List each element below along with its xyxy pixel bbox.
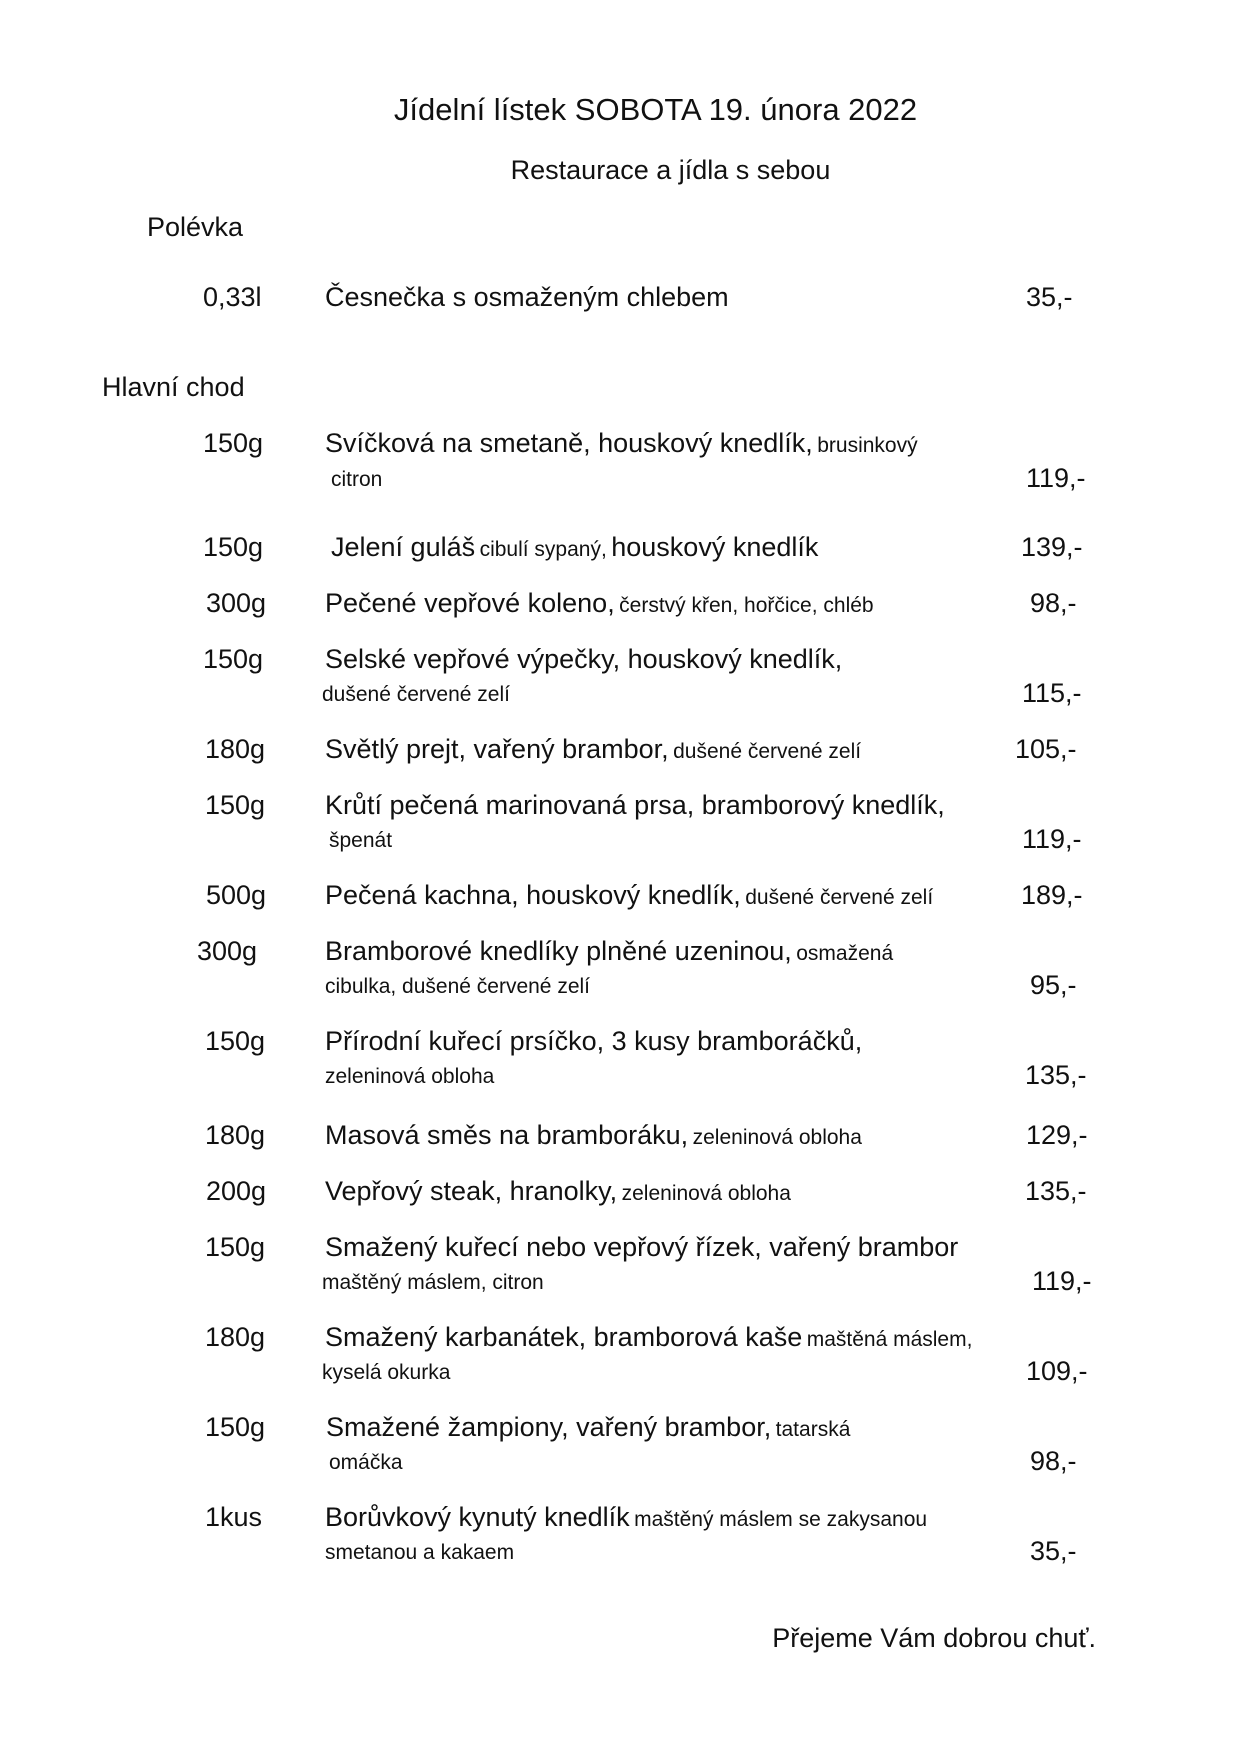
item-side-line2: smetanou a kakaem bbox=[325, 1541, 515, 1564]
item-side: tatarská bbox=[775, 1418, 851, 1441]
item-side: brusinkový bbox=[817, 434, 918, 457]
item-quantity: 150g bbox=[203, 532, 264, 562]
item-price: 98,- bbox=[1030, 1446, 1077, 1476]
item-quantity: 180g bbox=[205, 734, 266, 764]
item-name: Pečená kachna, houskový knedlík, bbox=[325, 880, 741, 910]
item-side: zeleninová obloha bbox=[621, 1182, 791, 1205]
item-name: Masová směs na bramboráku, bbox=[325, 1120, 689, 1150]
item-side: dušené červené zelí bbox=[673, 740, 862, 763]
item-side: zeleninová obloha bbox=[692, 1126, 862, 1149]
item-name: Krůtí pečená marinovaná prsa, bramborový knedlík, bbox=[325, 790, 945, 820]
item-name: Bramborové knedlíky plněné uzeninou, bbox=[325, 936, 792, 966]
item-price: 35,- bbox=[1030, 1536, 1077, 1566]
item-description bbox=[325, 1502, 927, 1533]
item-price: 139,- bbox=[1021, 532, 1083, 562]
item-price: 119,- bbox=[1032, 1266, 1092, 1296]
item-side: cibulí sypaný, bbox=[479, 538, 607, 561]
item-quantity: 300g bbox=[206, 588, 267, 618]
item-side: osmažená bbox=[796, 942, 894, 965]
item-description bbox=[325, 1322, 972, 1353]
item-description bbox=[325, 428, 918, 459]
item-name: Jelení guláš bbox=[331, 532, 476, 562]
item-quantity: 150g bbox=[205, 1412, 266, 1442]
menu-title-text: Jídelní lístek SOBOTA 19. února 2022 bbox=[393, 92, 918, 127]
section-heading-main: Hlavní chod bbox=[102, 372, 245, 402]
closing-greeting: Přejeme Vám dobrou chuť. bbox=[772, 1623, 1096, 1653]
item-quantity: 500g bbox=[206, 880, 267, 910]
item-side: čerstvý křen, hořčice, chléb bbox=[619, 594, 874, 617]
item-price: 189,- bbox=[1021, 880, 1083, 910]
item-side-line2: dušené červené zelí bbox=[322, 683, 510, 706]
item-price: 129,- bbox=[1026, 1120, 1088, 1150]
item-quantity: 0,33l bbox=[203, 282, 262, 312]
item-side-line2: maštěný máslem, citron bbox=[322, 1271, 544, 1294]
item-side-line2: kyselá okurka bbox=[322, 1361, 451, 1384]
item-price: 115,- bbox=[1022, 678, 1082, 708]
item-description bbox=[325, 936, 893, 967]
item-name-continued: houskový knedlík bbox=[611, 532, 819, 562]
item-side-line2: cibulka, dušené červené zelí bbox=[325, 975, 590, 998]
item-side-line2: citron bbox=[331, 468, 383, 491]
item-description bbox=[325, 734, 861, 765]
item-quantity: 150g bbox=[203, 428, 264, 458]
item-quantity: 180g bbox=[205, 1322, 266, 1352]
item-side-line2: špenát bbox=[329, 829, 393, 852]
item-price: 119,- bbox=[1026, 463, 1086, 493]
item-quantity: 150g bbox=[205, 790, 266, 820]
item-name: Světlý prejt, vařený brambor, bbox=[325, 734, 669, 764]
item-description bbox=[331, 532, 818, 563]
item-side: maštěná máslem, bbox=[806, 1328, 973, 1351]
item-name: Vepřový steak, hranolky, bbox=[325, 1176, 618, 1206]
item-name: Borůvkový kynutý knedlík bbox=[325, 1502, 630, 1532]
item-price: 135,- bbox=[1025, 1176, 1087, 1206]
item-description bbox=[325, 588, 874, 619]
item-price: 119,- bbox=[1022, 824, 1082, 854]
item-price: 105,- bbox=[1015, 734, 1077, 764]
item-side-line2: zeleninová obloha bbox=[325, 1065, 495, 1088]
item-quantity: 150g bbox=[203, 644, 264, 674]
item-name: Smažený karbanátek, bramborová kaše bbox=[325, 1322, 803, 1352]
item-quantity: 180g bbox=[205, 1120, 266, 1150]
menu-subtitle bbox=[0, 155, 1241, 186]
item-description bbox=[325, 1120, 862, 1151]
item-price: 35,- bbox=[1026, 282, 1073, 312]
menu-subtitle-text: Restaurace a jídla s sebou bbox=[510, 155, 831, 185]
item-quantity: 200g bbox=[206, 1176, 267, 1206]
item-name: Pečené vepřové koleno, bbox=[325, 588, 615, 618]
section-heading-soup: Polévka bbox=[147, 212, 244, 242]
item-name: Smažený kuřecí nebo vepřový řízek, vařený brambor bbox=[325, 1232, 959, 1262]
item-quantity: 300g bbox=[197, 936, 258, 966]
item-quantity: 150g bbox=[205, 1026, 266, 1056]
item-price: 109,- bbox=[1026, 1356, 1088, 1386]
menu-title bbox=[0, 92, 1241, 128]
item-side-line2: omáčka bbox=[329, 1451, 403, 1474]
item-name: Svíčková na smetaně, houskový knedlík, bbox=[325, 428, 813, 458]
item-name: Selské vepřové výpečky, houskový knedlík, bbox=[325, 644, 843, 674]
item-price: 135,- bbox=[1025, 1060, 1087, 1090]
item-side: dušené červené zelí bbox=[745, 886, 934, 909]
item-description bbox=[325, 1176, 791, 1207]
item-name: Česnečka s osmaženým chlebem bbox=[325, 282, 729, 312]
item-description bbox=[325, 880, 933, 911]
item-price: 98,- bbox=[1030, 588, 1077, 618]
item-name: Smažené žampiony, vařený brambor, bbox=[326, 1412, 772, 1442]
item-name: Přírodní kuřecí prsíčko, 3 kusy bramboráčků, bbox=[325, 1026, 863, 1056]
item-quantity: 150g bbox=[205, 1232, 266, 1262]
item-description bbox=[326, 1412, 850, 1443]
item-price: 95,- bbox=[1030, 970, 1077, 1000]
item-quantity: 1kus bbox=[205, 1502, 263, 1532]
item-side: maštěný máslem se zakysanou bbox=[634, 1508, 928, 1531]
